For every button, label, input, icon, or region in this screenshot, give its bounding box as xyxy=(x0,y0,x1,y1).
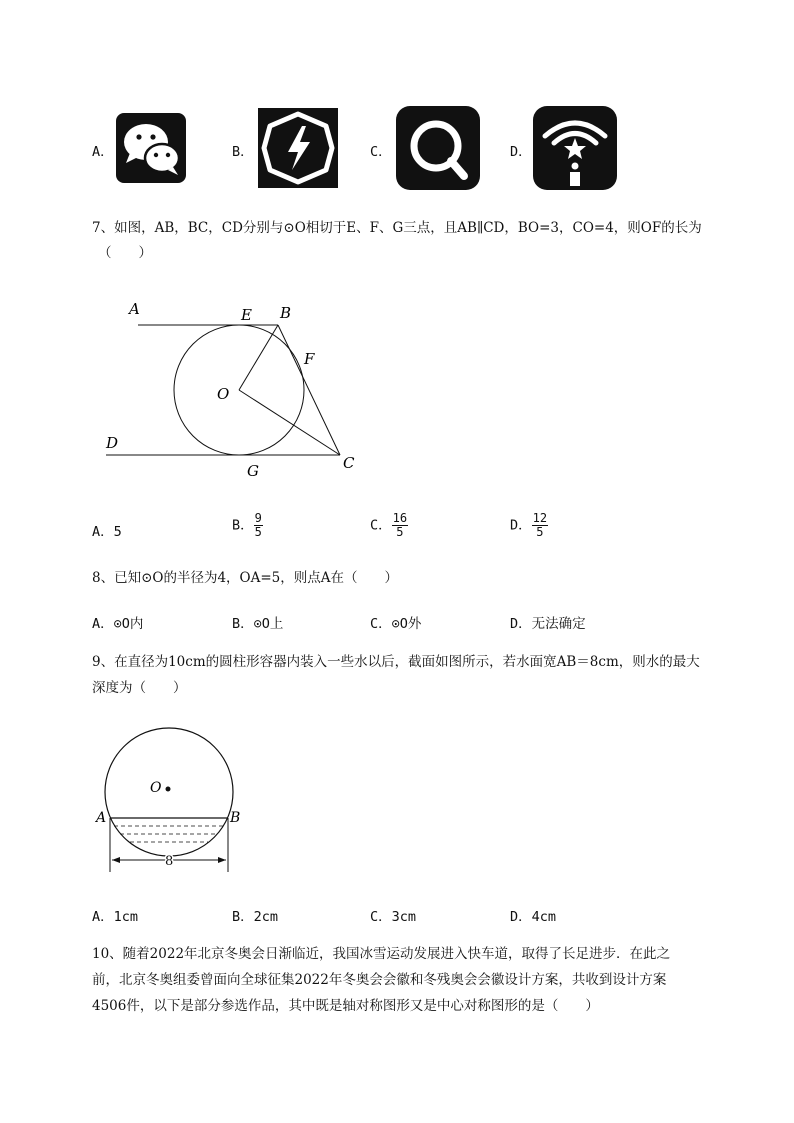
label-d: D xyxy=(106,434,119,452)
label-a: A xyxy=(129,300,140,318)
q9-option-c: C．3cm xyxy=(370,909,417,925)
option-d-label: D． xyxy=(510,144,532,160)
q7-option-c: C． $\frac{16}{5}$ xyxy=(370,511,408,539)
label-o: O xyxy=(150,780,162,796)
q9-stem-line2: 深度为（ ） xyxy=(92,680,187,696)
label-width: 8 xyxy=(165,854,174,869)
label-f: F xyxy=(304,350,315,368)
q7-option-b: B． $\frac{9}{5}$ xyxy=(232,511,262,539)
label-g: G xyxy=(247,462,259,480)
option-c-label: C． xyxy=(370,144,392,160)
q8-option-b: B．⊙O上 xyxy=(232,616,284,632)
label-a: A xyxy=(96,810,107,826)
label-b: B xyxy=(280,304,292,322)
label-b: B xyxy=(230,810,241,826)
label-e: E xyxy=(241,306,252,324)
label-o: O xyxy=(217,385,230,403)
q10-line1: 10、随着2022年北京冬奥会日渐临近，我国冰雪运动发展进入快车道，取得了长足进步．在此之 xyxy=(92,946,671,962)
search-q-icon xyxy=(396,106,480,190)
q7-option-a: A．5 xyxy=(92,524,122,540)
wifi-star-icon xyxy=(533,106,617,190)
q9-figure xyxy=(90,722,250,882)
wechat-icon xyxy=(116,113,186,183)
q9-stem-line1: 9、在直径为10cm的圆柱形容器内装入一些水以后，截面如图所示，若水面宽AB＝8cm，则水的最大 xyxy=(92,654,700,670)
q10-line3: 4506件，以下是部分参选作品，其中既是轴对称图形又是中心对称图形的是（ ） xyxy=(92,998,599,1014)
q7-figure xyxy=(100,296,370,486)
q7-option-d: D． $\frac{12}{5}$ xyxy=(510,511,548,539)
q9-option-a: A．1cm xyxy=(92,909,139,925)
q7-paren: （ ） xyxy=(98,245,152,261)
q8-option-c: C．⊙O外 xyxy=(370,616,422,632)
option-a-label: A． xyxy=(92,144,114,160)
q8-stem: 8、已知⊙O的半径为4，OA=5，则点A在（ ） xyxy=(92,570,399,586)
q8-option-a: A．⊙O内 xyxy=(92,616,144,632)
lightning-icon xyxy=(258,108,338,188)
option-b-label: B． xyxy=(232,144,254,160)
label-c: C xyxy=(343,454,355,472)
q9-option-d: D．4cm xyxy=(510,909,557,925)
q10-line2: 前，北京冬奥组委曾面向全球征集2022年冬奥会会徽和冬残奥会会徽设计方案，共收到设计方案 xyxy=(92,972,667,988)
q7-stem: 7、如图，AB，BC，CD分别与⊙O相切于E、F、G三点，且AB∥CD，BO=3，CO=4，则OF的长为 xyxy=(92,220,702,236)
q8-option-d: D．无法确定 xyxy=(510,616,586,632)
q9-option-b: B．2cm xyxy=(232,909,279,925)
